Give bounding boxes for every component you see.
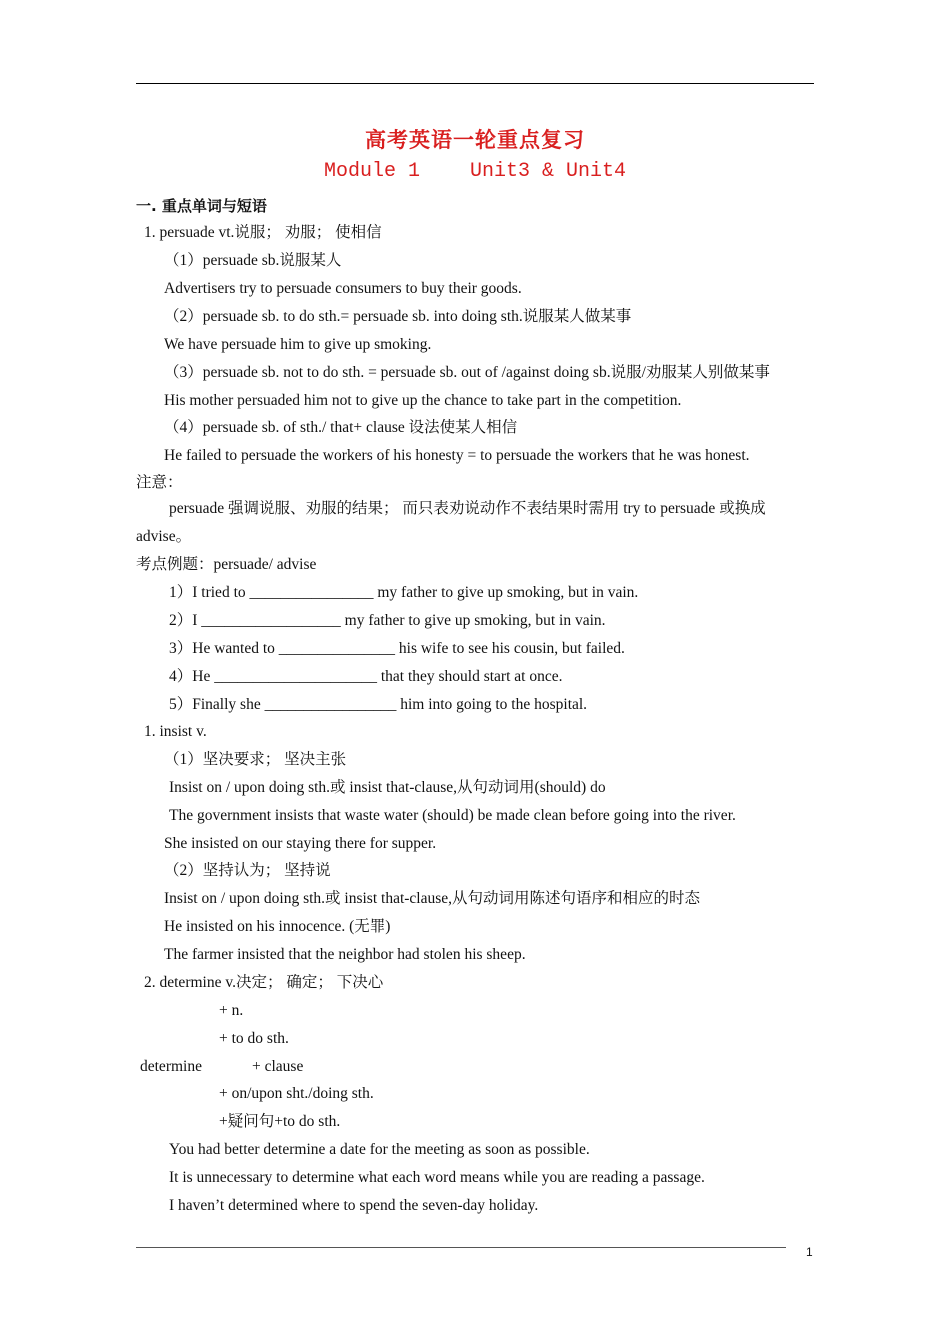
text-line: advise。 — [136, 528, 192, 545]
text-line: It is unnecessary to determine what each word means while you are reading a passage. — [169, 1169, 705, 1186]
text-line: 注意： — [136, 474, 183, 491]
text-line: He failed to persuade the workers of his honesty = to persuade the workers that he was honest. — [164, 447, 750, 464]
header-rule — [136, 83, 814, 84]
text-line: 2. determine v.决定； 确定； 下决心 — [144, 974, 384, 991]
text-line: Insist on / upon doing sth.或 insist that-clause,从句动词用陈述句语序和相应的时态 — [164, 890, 701, 907]
section-heading: 一. 重点单词与短语 — [136, 197, 267, 215]
pattern-line: + on/upon sht./doing sth. — [219, 1085, 374, 1102]
exercise-line: 1）I tried to ________________ my father to give up smoking, but in vain. — [169, 584, 639, 601]
text-line: 考点例题：persuade/ advise — [136, 556, 317, 573]
module-subtitle — [0, 160, 950, 183]
pattern-line: + to do sth. — [219, 1030, 289, 1047]
pattern-line: +疑问句+to do sth. — [219, 1113, 341, 1130]
footer-rule — [136, 1247, 786, 1248]
text-line: （1）persuade sb.说服某人 — [164, 252, 342, 269]
text-line: 1. insist v. — [144, 723, 207, 740]
exercise-line: 2）I __________________ my father to give up smoking, but in vain. — [169, 612, 606, 629]
text-line: We have persuade him to give up smoking. — [164, 336, 432, 353]
text-line: 1. persuade vt.说服； 劝服； 使相信 — [144, 224, 382, 241]
text-line: Insist on / upon doing sth.或 insist that-clause,从句动词用(should) do — [169, 779, 606, 796]
pattern-line: + clause — [252, 1058, 304, 1075]
text-line: Advertisers try to persuade consumers to buy their goods. — [164, 280, 522, 297]
text-line: （4）persuade sb. of sth./ that+ clause 设法使某人相信 — [164, 419, 518, 436]
text-line: persuade 强调说服、劝服的结果； 而只表劝说动作不表结果时需用 try to persuade 或换成 — [169, 500, 766, 517]
exercise-line: 4）He _____________________ that they should start at once. — [169, 668, 563, 685]
text-line: His mother persuaded him not to give up the chance to take part in the competition. — [164, 392, 682, 409]
text-line: You had better determine a date for the meeting as soon as possible. — [169, 1141, 590, 1158]
text-line: （2）坚持认为； 坚持说 — [164, 862, 331, 879]
pattern-head: determine — [140, 1058, 202, 1075]
text-line: （1）坚决要求； 坚决主张 — [164, 751, 347, 768]
text-line: I haven’t determined where to spend the seven-day holiday. — [169, 1197, 539, 1214]
exercise-line: 5）Finally she _________________ him into going to the hospital. — [169, 696, 588, 713]
pattern-line: + n. — [219, 1002, 244, 1019]
text-line: （3）persuade sb. not to do sth. = persuade sb. out of /against doing sb.说服/劝服某人别做某事 — [164, 364, 770, 381]
text-line: She insisted on our staying there for supper. — [164, 835, 437, 852]
page-number: 1 — [806, 1245, 813, 1259]
exercise-line: 3）He wanted to _______________ his wife to see his cousin, but failed. — [169, 640, 625, 657]
document-title: 高考英语一轮重点复习 — [365, 128, 585, 152]
text-line: The government insists that waste water (should) be made clean before going into the river. — [169, 807, 736, 824]
text-line: The farmer insisted that the neighbor had stolen his sheep. — [164, 946, 526, 963]
text-line: （2）persuade sb. to do sth.= persuade sb. into doing sth.说服某人做某事 — [164, 308, 632, 325]
units-label: Unit3 & Unit4 — [469, 160, 627, 183]
text-line: He insisted on his innocence. (无罪) — [164, 918, 391, 935]
module-label: Module 1 — [323, 160, 420, 183]
